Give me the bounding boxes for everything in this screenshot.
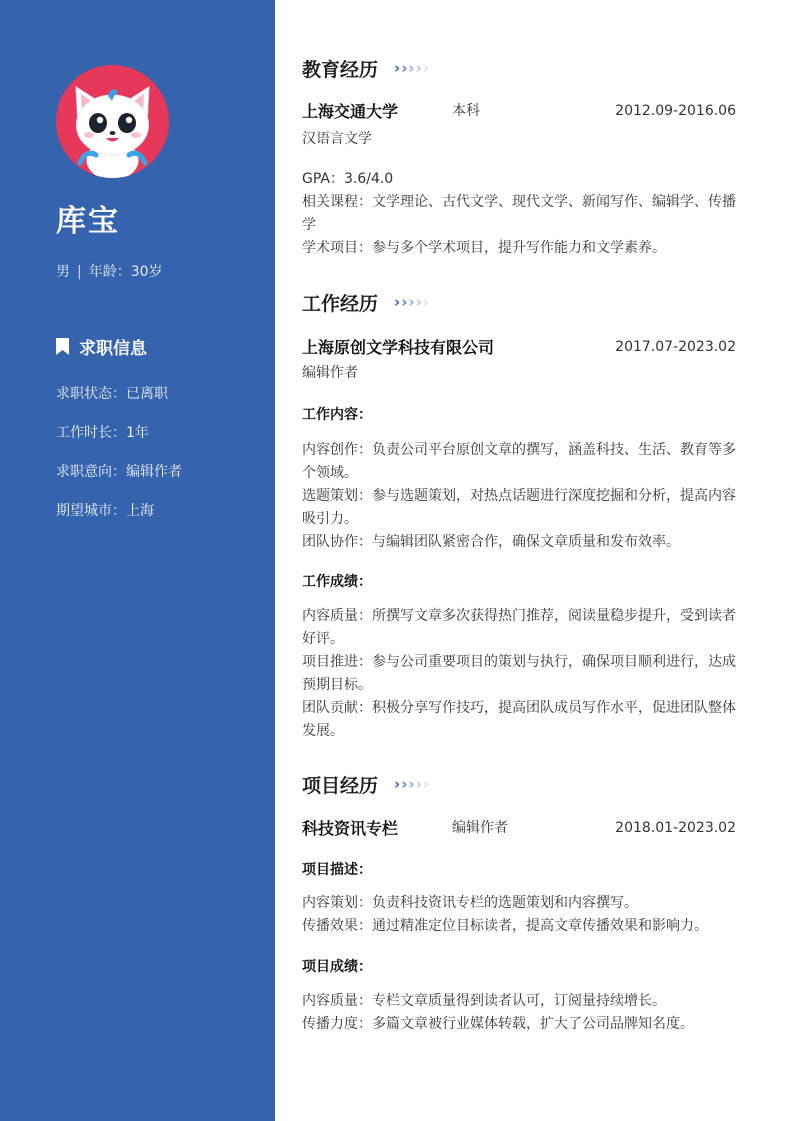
work-role: 编辑作者 xyxy=(302,365,358,381)
sidebar xyxy=(0,0,275,1121)
work-header-row xyxy=(302,336,736,359)
education-heading xyxy=(302,55,430,82)
project-achievement-item: 传播力度：多篇文章被行业媒体转载，扩大了公司品牌知名度。 xyxy=(302,1016,694,1032)
expected-city: 期望城市：上海 xyxy=(56,503,154,519)
education-date: 2012.09-2016.06 xyxy=(615,103,736,119)
work-content-item: 选题策划：参与选题策划，对热点话题进行深度挖掘和分析，提高内容吸引力。 xyxy=(302,488,736,527)
chevrons-decor-icon: › › › › › xyxy=(394,293,429,311)
work-achievement-item: 项目推进：参与公司重要项目的策划与执行，确保项目顺利进行，达成预期目标。 xyxy=(302,654,736,693)
project-title: 项目经历 xyxy=(302,775,379,797)
job-info-heading xyxy=(56,334,147,359)
work-achievement-item: 团队贡献：积极分享写作技巧，提高团队成员写作水平，促进团队整体发展。 xyxy=(302,700,736,739)
education-title: 教育经历 xyxy=(302,59,379,81)
work-content-item: 团队协作：与编辑团队紧密合作，确保文章质量和发布效率。 xyxy=(302,534,680,550)
basic-info xyxy=(56,261,163,281)
major: 汉语言文学 xyxy=(302,131,372,147)
job-intention: 求职意向：编辑作者 xyxy=(56,464,182,480)
bookmark-icon xyxy=(56,338,69,355)
project-date: 2018.01-2023.02 xyxy=(615,820,736,836)
work-duration: 工作时长：1年 xyxy=(56,425,149,441)
project-name: 科技资讯专栏 xyxy=(302,819,399,838)
job-status: 求职状态：已离职 xyxy=(56,386,168,402)
gender: 男 xyxy=(56,264,70,280)
info-separator: | xyxy=(77,264,82,280)
project-desc-item: 传播效果：通过精准定位目标读者，提高文章传播效果和影响力。 xyxy=(302,918,708,934)
work-title: 工作经历 xyxy=(302,293,379,315)
job-info-title: 求职信息 xyxy=(79,339,147,359)
academic-projects: 学术项目：参与多个学术项目，提升写作能力和文学素养。 xyxy=(302,240,666,256)
job-info-list xyxy=(56,384,182,540)
chevrons-decor-icon: › › › › › xyxy=(394,59,429,77)
project-heading xyxy=(302,771,430,798)
courses: 相关课程：文学理论、古代文学、现代文学、新闻写作、编辑学、传播学 xyxy=(302,194,736,233)
project-desc-item: 内容策划：负责科技资讯专栏的选题策划和内容撰写。 xyxy=(302,895,638,911)
project-achievement-heading: 项目成绩： xyxy=(302,959,372,975)
project-header-row xyxy=(302,817,736,840)
work-heading xyxy=(302,289,430,316)
work-content-item: 内容创作：负责公司平台原创文章的撰写，涵盖科技、生活、教育等多个领域。 xyxy=(302,442,736,481)
degree: 本科 xyxy=(452,103,480,119)
chevrons-decor-icon: › › › › › xyxy=(394,775,429,793)
work-achievement-heading: 工作成绩： xyxy=(302,574,372,590)
project-desc-heading: 项目描述： xyxy=(302,862,372,878)
company-name: 上海原创文学科技有限公司 xyxy=(302,338,495,357)
work-date: 2017.07-2023.02 xyxy=(615,339,736,355)
education-header-row xyxy=(302,100,736,123)
project-achievement-item: 内容质量：专栏文章质量得到读者认可，订阅量持续增长。 xyxy=(302,993,666,1009)
work-content-heading: 工作内容： xyxy=(302,407,372,423)
work-achievement-item: 内容质量：所撰写文章多次获得热门推荐，阅读量稳步提升，受到读者好评。 xyxy=(302,608,736,647)
avatar xyxy=(56,65,169,178)
cat-mascot-icon xyxy=(56,65,169,178)
candidate-name: 库宝 xyxy=(56,204,120,239)
age: 年龄：30岁 xyxy=(88,264,163,280)
project-role: 编辑作者 xyxy=(452,820,508,836)
school-name: 上海交通大学 xyxy=(302,102,399,121)
gpa: GPA：3.6/4.0 xyxy=(302,171,394,187)
